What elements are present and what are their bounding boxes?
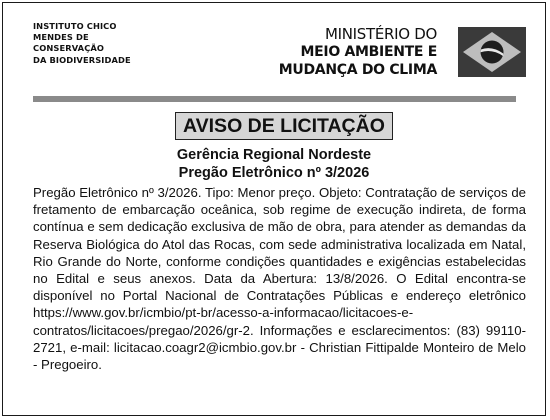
- brazil-flag-icon: [458, 27, 526, 77]
- ministry-line-1: MINISTÉRIO DO: [324, 25, 437, 43]
- ministry-name: [279, 25, 437, 79]
- institution-name: [33, 21, 131, 66]
- notice-title: AVISO DE LICITAÇÃO: [175, 112, 393, 140]
- regional-office: Gerência Regional Nordeste: [176, 147, 372, 163]
- notice-body: Pregão Eletrônico nº 3/2026. Tipo: Menor preço. Objeto: Contratação de serviços de fretamento de embarcação oceânica, sob regime de execução indireta, de forma contínua e sem dedicação exclusiva de mão de obra, para atender as demandas da Reserva Biológica do Atol das Rocas, com sede administrativa localizada em Natal, Rio Grande do Norte, conforme condições quantidades e exigências estabelecidas no Edital e seus anexos. Data da Abertura: 13/8/2026. O Edital encontra-se disponível no Portal Nacional de Contratações Públicas e endereço eletrônico https://www.gov.br/icmbio/pt-br/acesso-a-informacao/licitacoes-e-contratos/licitacoes/pregao/2026/gr-2. Informações e esclarecimentos: (83) 99110-2721, e-mail: licitacao.coagr2@icmbio.gov.br - Christian Fittipalde Monteiro de Melo - Pregoeiro.: [33, 185, 526, 373]
- institution-line: INSTITUTO CHICO: [33, 21, 117, 31]
- ministry-line-3: MUDANÇA DO CLIMA: [278, 62, 437, 78]
- header-divider: [33, 96, 516, 102]
- institution-line: DA BIODIVERSIDADE: [33, 54, 131, 65]
- notice-page: [2, 2, 546, 416]
- institution-line: MENDES DE: [33, 32, 89, 43]
- auction-number: Pregão Eletrônico nº 3/2026: [178, 165, 370, 181]
- ministry-line-2: MEIO AMBIENTE E: [300, 44, 437, 60]
- institution-line: CONSERVAÇÃO: [33, 43, 105, 54]
